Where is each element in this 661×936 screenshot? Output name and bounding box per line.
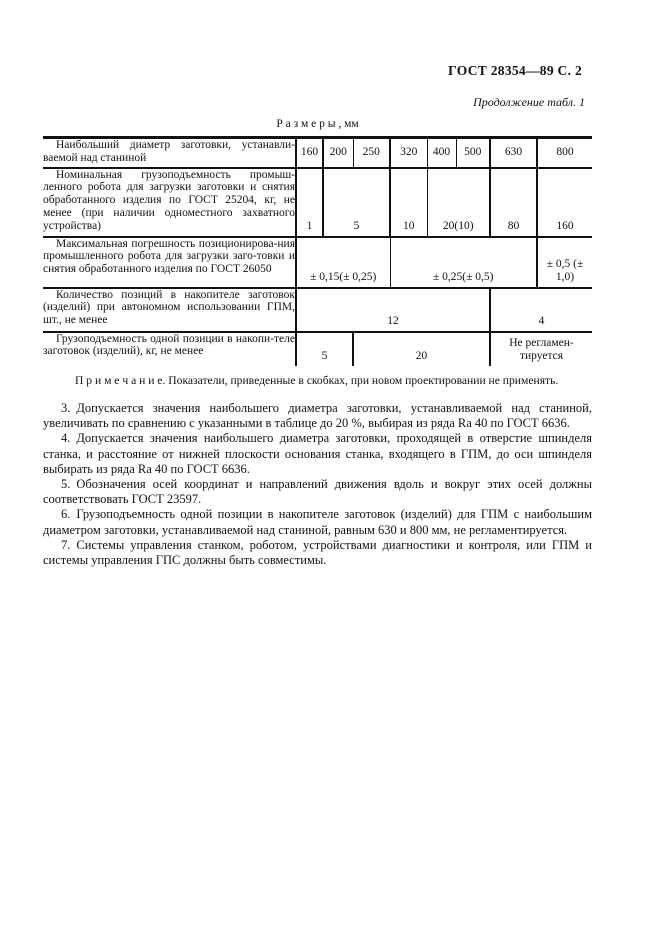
column-header: 400 <box>427 138 456 168</box>
specs-table <box>43 136 592 366</box>
table-cell: Не регламен-тируется <box>490 332 592 366</box>
row-label: Номинальная грузоподъемность промыш-ленного робота для загрузки заготовки и снятия обработанного изделия по ГОСТ 25204, кг, не менее (при наличии одноместного захватного устройства) <box>43 168 296 237</box>
clause-text: Допускается значения наибольшего диаметра заготовки, устанавливаемой над станиной, увеличивать по сравнению с указанными в таблице до 20 %, выбирая из ряда Ra 40 по ГОСТ 6636. <box>43 401 592 431</box>
row-label: Наибольший диаметр заготовки, устанавли-ваемой над станиной <box>43 138 296 168</box>
clause-text: Допускается значения наибольшего диаметра заготовки, проходящей в отверстие шпинделя станка, и расстояние от нижней плоскости основания станка, входящего в ГПМ, до оси шпинделя выбирать из ряда Ra 40 по ГОСТ 6636. <box>43 431 592 476</box>
clause-number: 4. <box>61 431 71 446</box>
table-row <box>43 168 592 237</box>
clause-4 <box>43 431 592 477</box>
note-label: П р и м е ч а н и е. <box>75 373 166 387</box>
clause-number: 7. <box>61 537 71 552</box>
clause-number: 6. <box>61 507 71 522</box>
table-cell: 80 <box>490 168 537 237</box>
row-label: Количество позиций в накопителе заготовок (изделий) при автономном использовании ГПМ, шт., не менее <box>43 288 296 332</box>
table-cell: 10 <box>390 168 427 237</box>
running-head: ГОСТ 28354—89 С. 2 <box>448 63 582 78</box>
column-header: 630 <box>490 138 537 168</box>
table-cell: ± 0,5 (± 1,0) <box>537 237 592 288</box>
clauses <box>43 401 592 568</box>
table-row <box>43 288 592 332</box>
table-cell: 20 <box>353 332 490 366</box>
clause-number: 5. <box>61 477 71 492</box>
units-caption: Р а з м е р ы , мм <box>276 118 359 130</box>
table-continuation-caption: Продолжение табл. 1 <box>473 95 585 109</box>
row-label: Максимальная погрешность позиционирова-ния промышленного робота для загрузки заго-товки и снятия обработанного изделия по ГОСТ 26050 <box>43 237 296 288</box>
table-cell: 1 <box>296 168 323 237</box>
table-row <box>43 332 592 366</box>
column-header: 200 <box>323 138 353 168</box>
table-cell: 4 <box>490 288 592 332</box>
clause-number: 3. <box>61 401 71 415</box>
clause-text: Грузоподъемность одной позиции в накопителе заготовок (изделий) для ГПМ с наибольшим диаметром заготовки, устанавливаемой над станиной, равным 630 и 800 мм, не регламентируется. <box>43 507 592 537</box>
table-cell: 12 <box>296 288 490 332</box>
column-header: 320 <box>390 138 427 168</box>
table-cell: 5 <box>296 332 353 366</box>
table-header-row <box>43 138 592 168</box>
note-text: Показатели, приведенные в скобках, при новом проектировании не применять. <box>168 373 559 387</box>
table-row <box>43 237 592 288</box>
row-label: Грузоподъемность одной позиции в накопи-теле заготовок (изделий), кг, не менее <box>43 332 295 358</box>
table-cell: 160 <box>537 168 592 237</box>
table-note <box>43 374 592 388</box>
clause-5 <box>43 477 592 507</box>
table-cell: 20(10) <box>427 168 490 237</box>
table-cell: ± 0,25(± 0,5) <box>390 237 537 288</box>
column-header: 800 <box>537 138 592 168</box>
clause-7 <box>43 538 592 568</box>
column-header: 250 <box>353 138 390 168</box>
table-cell: ± 0,15(± 0,25) <box>296 237 390 288</box>
clause-text: Обозначения осей координат и направлений движения вдоль и вокруг этих осей должны соответствовать ГОСТ 23597. <box>43 477 592 507</box>
column-header: 500 <box>456 138 490 168</box>
clause-6 <box>43 507 592 537</box>
clause-text: Системы управления станком, роботом, устройствами диагностики и контроля, или ГПМ и системы управления ГПС должны быть совместимы. <box>43 537 592 568</box>
clause-3 <box>43 401 592 431</box>
column-header: 160 <box>296 138 323 168</box>
table-cell: 5 <box>323 168 390 237</box>
